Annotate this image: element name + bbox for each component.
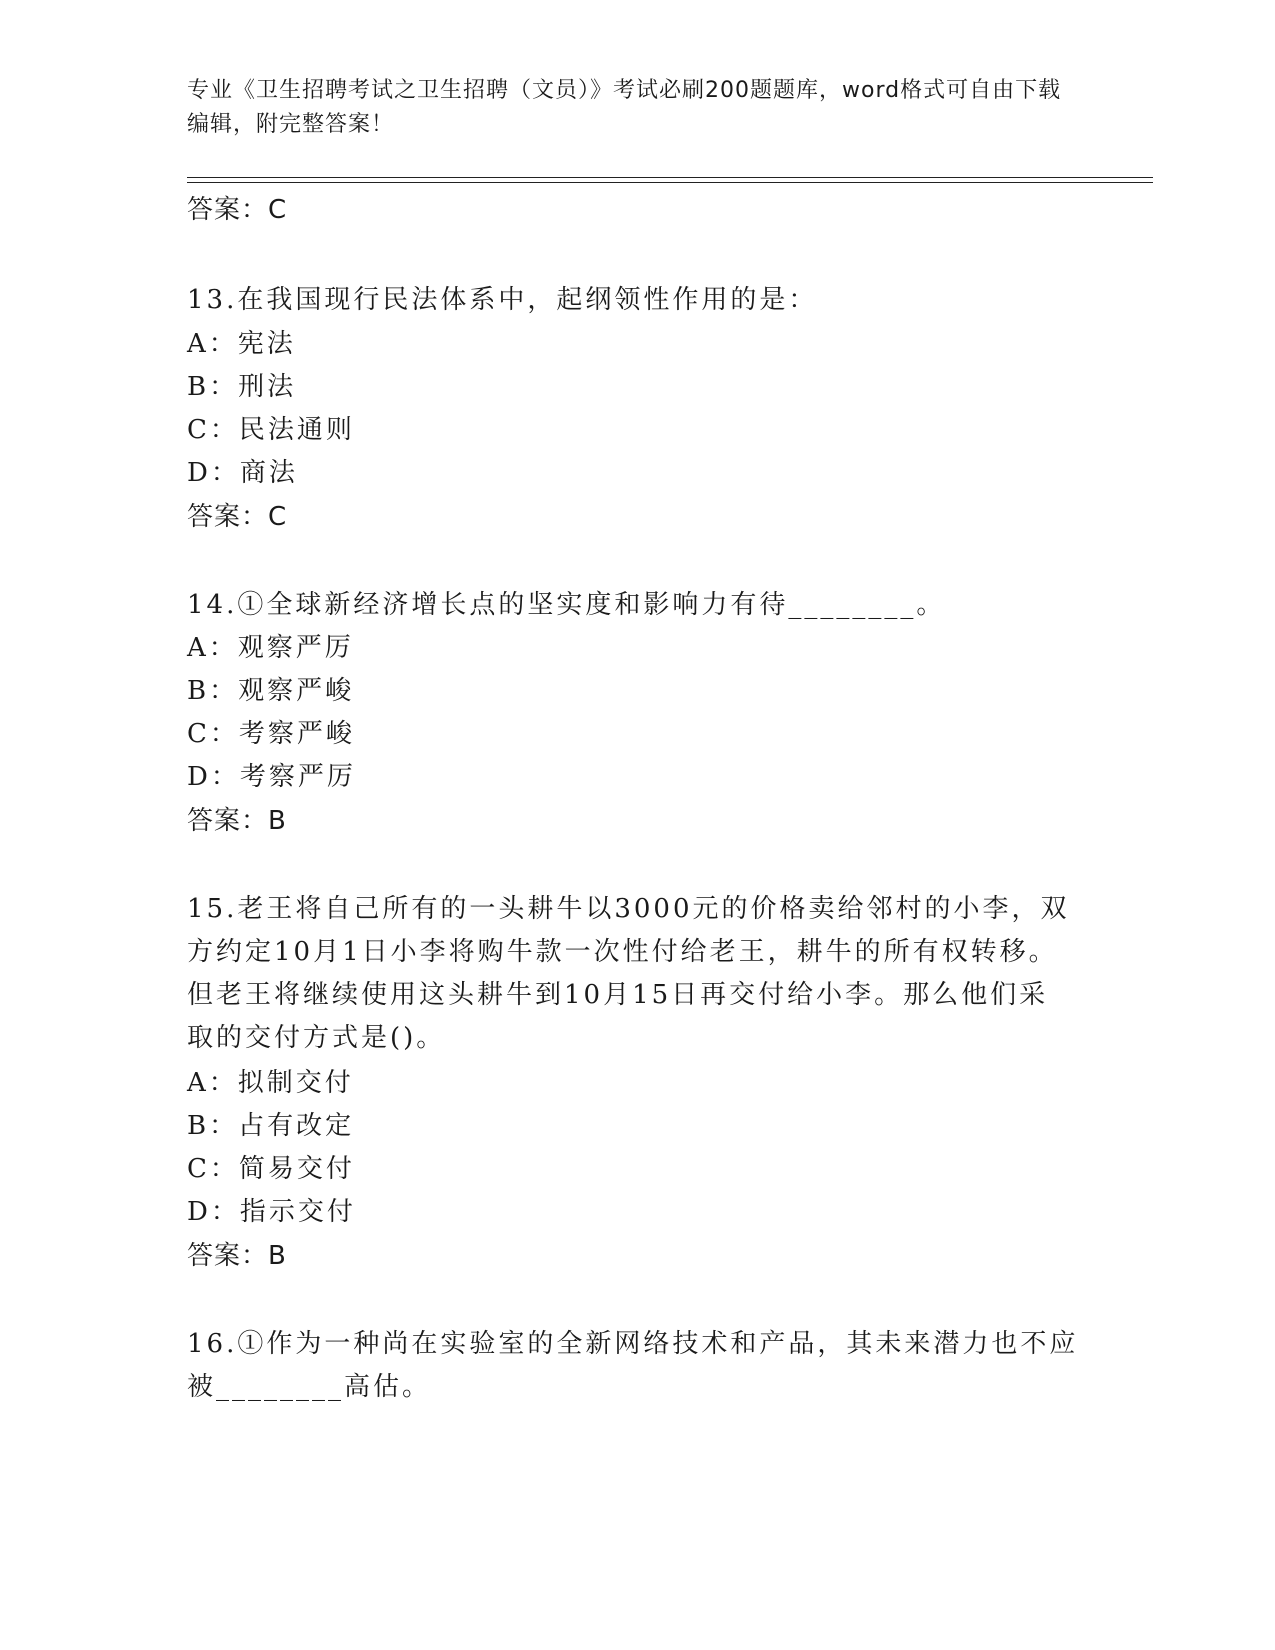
question-15-stem-line-4: 取的交付方式是()。: [187, 1023, 446, 1053]
question-15-stem-line-1: 15.老王将自己所有的一头耕牛以3000元的价格卖给邻村的小李，双: [187, 894, 1070, 924]
question-13-option-c: C：民法通则: [187, 415, 355, 445]
question-14-option-a: A：观察严厉: [187, 633, 354, 663]
answer-line: 答案：C: [187, 195, 288, 225]
question-13-answer: 答案：C: [187, 502, 288, 532]
question-14-answer: 答案：B: [187, 806, 287, 836]
question-13-option-a: A：宪法: [187, 329, 296, 359]
page-header: 专业《卫生招聘考试之卫生招聘（文员）》考试必刷200题题库，word格式可自由下载编辑，附完整答案！: [187, 78, 1062, 137]
question-15-answer: 答案：B: [187, 1241, 287, 1271]
question-14-option-d: D：考察严厉: [187, 762, 356, 792]
question-14-option-c: C：考察严峻: [187, 719, 355, 749]
question-16-stem-line-2: 被________高估。: [187, 1372, 432, 1402]
question-15-option-a: A：拟制交付: [187, 1068, 354, 1098]
question-14-option-b: B：观察严峻: [187, 676, 355, 706]
question-15-option-c: C：简易交付: [187, 1154, 355, 1184]
header-divider-secondary: [187, 182, 1153, 183]
question-16-stem-line-1: 16.①作为一种尚在实验室的全新网络技术和产品，其未来潜力也不应: [187, 1329, 1079, 1359]
question-15-option-b: B：占有改定: [187, 1111, 355, 1141]
question-15-stem-line-2: 方约定10月1日小李将购牛款一次性付给老王，耕牛的所有权转移。: [187, 937, 1058, 967]
question-14-stem: 14.①全球新经济增长点的坚实度和影响力有待________。: [187, 590, 946, 620]
question-13-stem: 13.在我国现行民法体系中，起纲领性作用的是：: [187, 285, 818, 315]
header-divider: [187, 177, 1153, 178]
question-13-option-d: D：商法: [187, 458, 298, 488]
question-13-option-b: B：刑法: [187, 372, 297, 402]
question-15-stem-line-3: 但老王将继续使用这头耕牛到10月15日再交付给小李。那么他们采: [187, 980, 1049, 1010]
question-15-option-d: D：指示交付: [187, 1197, 356, 1227]
